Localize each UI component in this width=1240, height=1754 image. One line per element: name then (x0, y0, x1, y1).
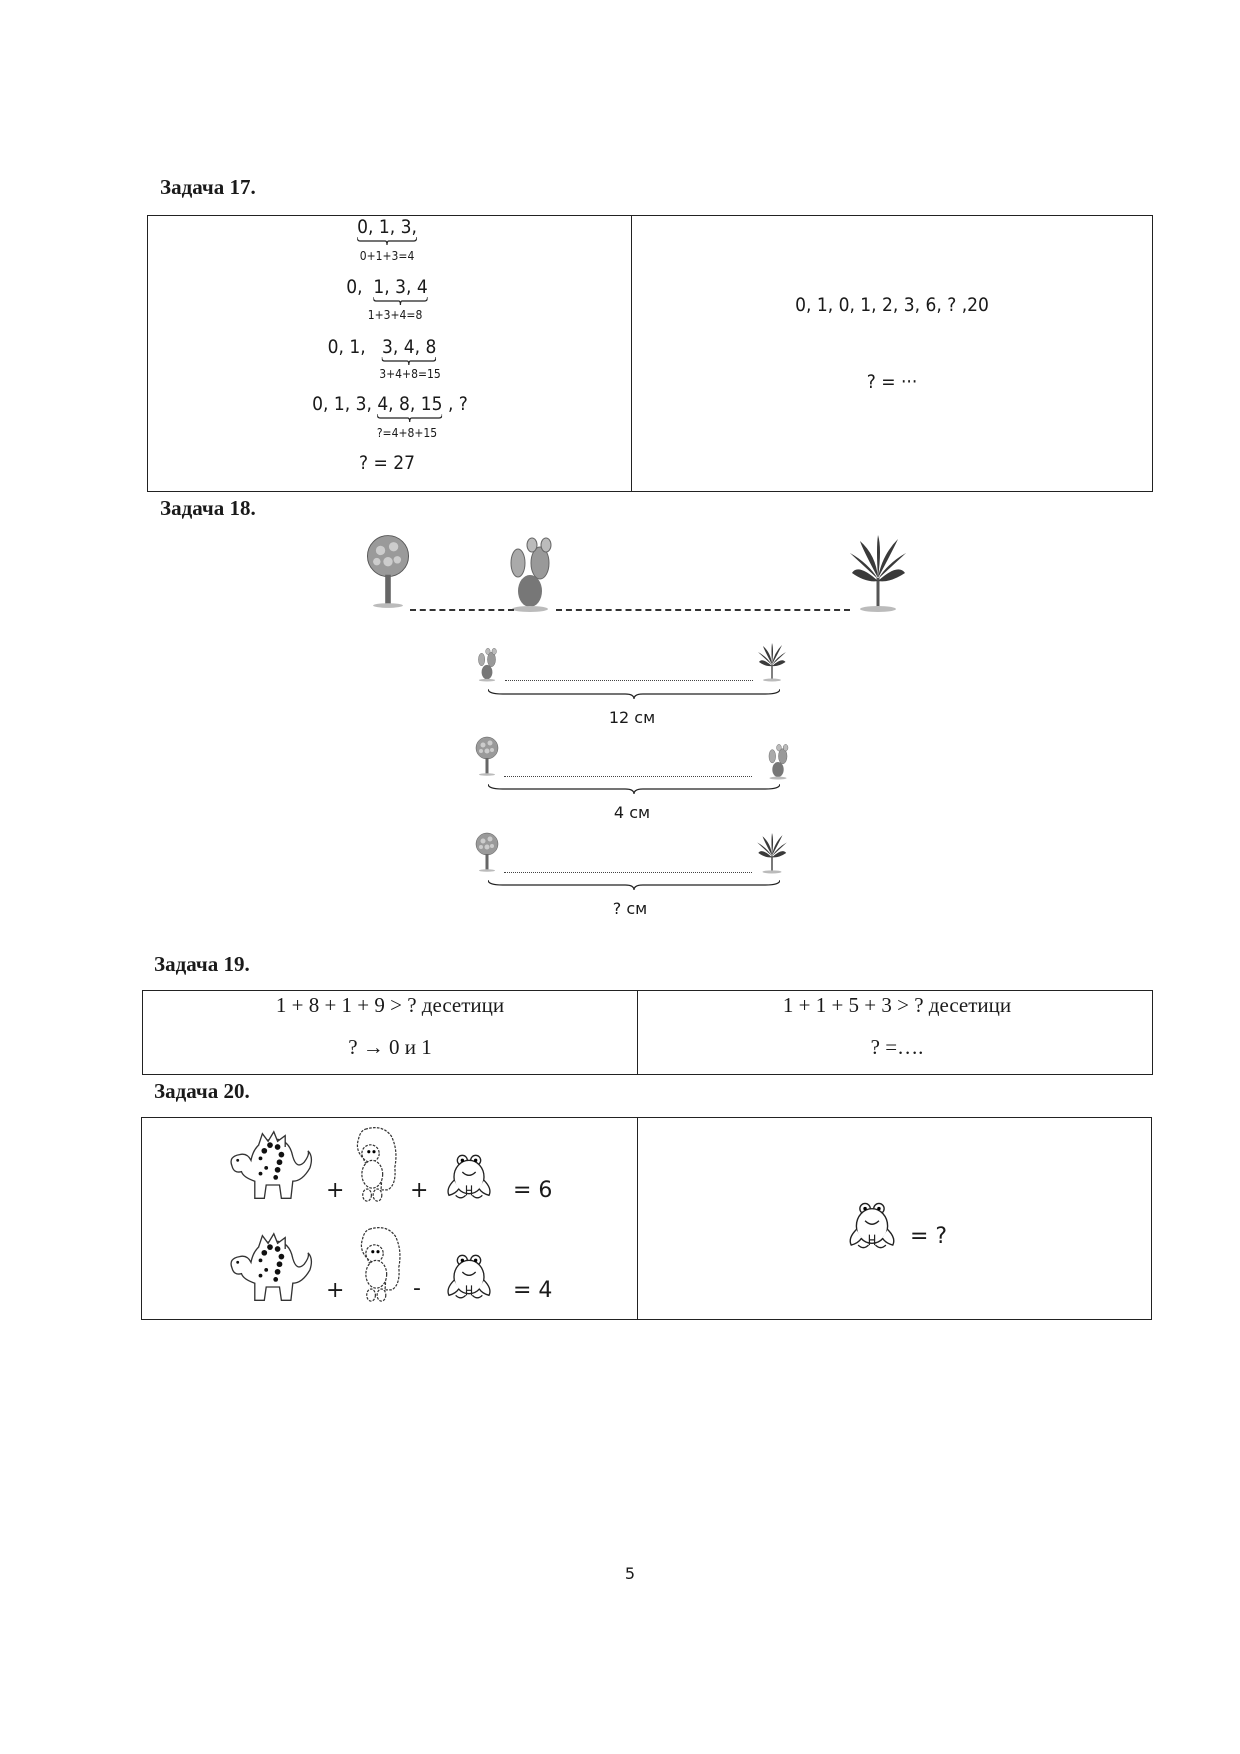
plant-icon (846, 533, 910, 613)
underbrace-icon (488, 689, 780, 699)
dotted-line (505, 680, 753, 681)
plant-icon (755, 832, 789, 874)
task19-right-expr: 1 + 1 + 5 + 3 > ? десетици (782, 993, 1012, 1017)
hedgehog-icon (348, 1122, 400, 1204)
braced-group: 4, 8, 15 (377, 393, 443, 415)
table-divider (631, 216, 632, 491)
minus-operator: - (413, 1276, 421, 1301)
plant-icon (755, 642, 789, 682)
task17-line3 (328, 336, 437, 358)
task17-table (147, 215, 1153, 492)
task17-heading: Задача 17. (160, 175, 256, 199)
task17-sum1: 0+1+3=4 (359, 249, 415, 263)
prefix: 0, (346, 276, 363, 298)
task19-left-answer: ? → 0 и 1 (348, 1035, 432, 1059)
task19-right-answer: ? =…. (870, 1035, 924, 1059)
equation-result: = 4 (513, 1278, 553, 1303)
braced-group: 0, 1, 3, (357, 216, 417, 238)
dotted-line (504, 872, 752, 873)
cactus-icon (472, 646, 502, 682)
frog-icon (843, 1200, 901, 1252)
underbrace-icon (373, 297, 427, 305)
prefix: 0, 1, (327, 336, 366, 358)
underbrace-icon (488, 880, 780, 890)
braced-group: 3, 4, 8 (382, 336, 437, 358)
task20-heading: Задача 20. (154, 1079, 250, 1103)
dotted-line (504, 776, 752, 777)
plus-operator: + (410, 1178, 429, 1203)
task19-left-expr: 1 + 8 + 1 + 9 > ? десетици (275, 993, 505, 1017)
dinosaur-icon (222, 1128, 318, 1204)
distance-label: 4 см (613, 803, 651, 822)
frog-icon (442, 1252, 496, 1302)
braced-group: 1, 3, 4 (373, 276, 428, 298)
cactus-icon (763, 742, 793, 780)
task17-sum2: 1+3+4=8 (367, 308, 423, 322)
distance-label: 12 см (608, 708, 656, 727)
tree-icon (472, 733, 502, 779)
dinosaur-icon (222, 1230, 318, 1306)
tree-icon (360, 530, 416, 612)
task19-heading: Задача 19. (154, 952, 250, 976)
task18-heading: Задача 18. (160, 496, 256, 520)
frog-icon (442, 1152, 496, 1202)
hedgehog-icon (352, 1222, 404, 1304)
plus-operator: + (326, 1278, 345, 1303)
question-result: = ? (910, 1224, 948, 1249)
underbrace-icon (357, 237, 417, 245)
cactus-icon (500, 532, 560, 614)
table-divider (637, 1118, 638, 1319)
task17-sum3: 3+4+8=15 (379, 367, 441, 381)
table-divider (637, 991, 638, 1074)
task17-sum4: ?=4+8+15 (376, 426, 438, 440)
task17-line1 (357, 216, 417, 238)
plus-operator: + (326, 1178, 345, 1203)
dashed-line (410, 609, 514, 611)
distance-label: ? см (612, 899, 648, 918)
equation-result: = 6 (513, 1178, 553, 1203)
prefix: 0, 1, 3, (312, 393, 372, 415)
task17-line4 (312, 393, 468, 415)
underbrace-icon (382, 357, 436, 365)
underbrace-icon (377, 414, 442, 422)
tree-icon (472, 830, 502, 874)
task17-sequence: 0, 1, 0, 1, 2, 3, 6, ? ,20 (795, 294, 989, 316)
task17-line2 (346, 276, 428, 298)
underbrace-icon (488, 784, 780, 794)
suffix: , ? (447, 393, 468, 415)
dashed-line (556, 609, 850, 611)
page-number: 5 (624, 1564, 636, 1583)
task17-question: ? = ··· (866, 371, 918, 393)
task17-answer: ? = 27 (359, 452, 415, 474)
